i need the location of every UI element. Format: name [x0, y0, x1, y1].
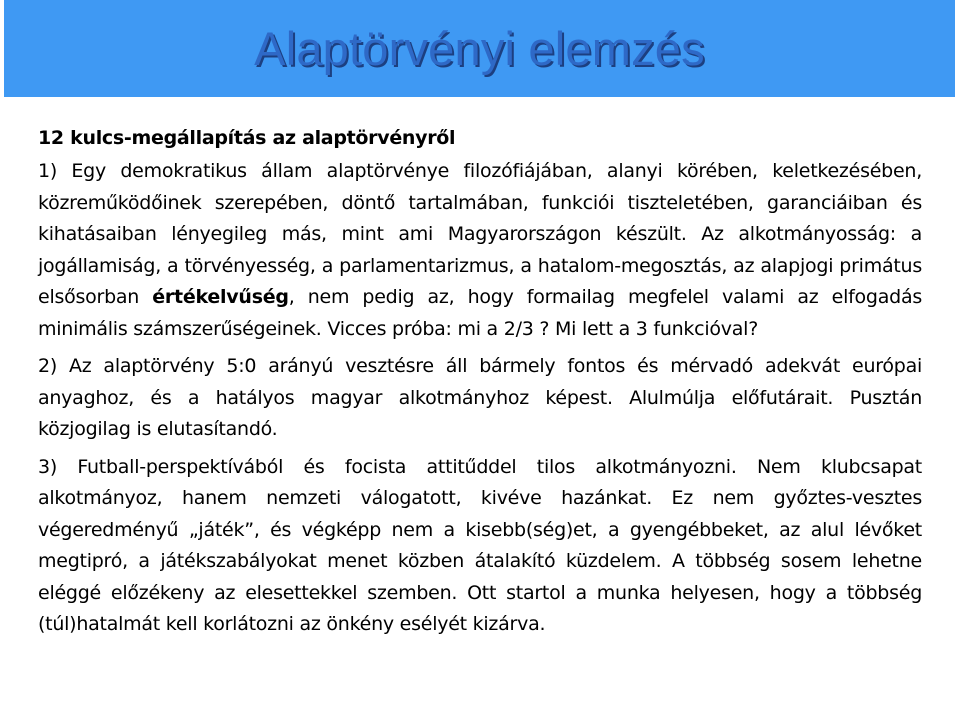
paragraph-2: 2) Az alaptörvény 5:0 arányú vesztésre áll bármely fontos és mérvadó adekvát európai anyaghoz, és a hatályos magyar alkotmányhoz képest. Alulmúlja előfutárait. Pusztán közjogilag is elutasítandó. [38, 355, 922, 440]
section-heading: 12 kulcs-megállapítás az alaptörvényről [38, 127, 456, 149]
paragraph-1-text-c: , nem pedig az, hogy formailag megfelel valami az elfogadás minimális számszerűségeinek. Vicces próba: mi a 2/3 ? Mi lett a 3 funkcióval? [38, 286, 922, 340]
title-banner [4, 0, 955, 97]
paragraph-1-text-a: 1) Egy demokratikus állam alaptörvénye filozófiájában, alanyi körében, keletkezésében, közreműködőinek szerepében, döntő tartalmában, funkciói tiszteletében, garanciáiban és kihatásaiban lényegileg más, mint ami Magyarországon készült. [38, 160, 922, 245]
paragraph-1 [38, 156, 922, 345]
paragraph-1-bold-term: értékelvűség [152, 286, 289, 308]
slide-body [38, 126, 922, 647]
slide-title: Alaptörvényi elemzés [254, 22, 705, 75]
paragraph-3: 3) Futball-perspektívából és focista attitűddel tilos alkotmányozni. Nem klubcsapat alkotmányoz, hanem nemzeti válogatott, kivéve hazánkat. Ez nem győztes-vesztes végeredményű „játék”, és végképp nem a kisebb(ség)et, a gyengébbeket, az alul lévőket megtipró, a játékszabályokat menet közben átalakító küzdelem. A többség sosem lehetne eléggé előzékeny az elesettekkel szemben. Ott startol a munka helyesen, hogy a többség (túl)hatalmát kell korlátozni az önkény esélyét kizárva. [38, 455, 922, 635]
paragraph-1-text-b: Az alkotmányosság: a jogállamiság, a törvényesség, a parlamentarizmus, a hatalom-megosztás, az alapjogi primátus elsősorban [38, 223, 922, 308]
